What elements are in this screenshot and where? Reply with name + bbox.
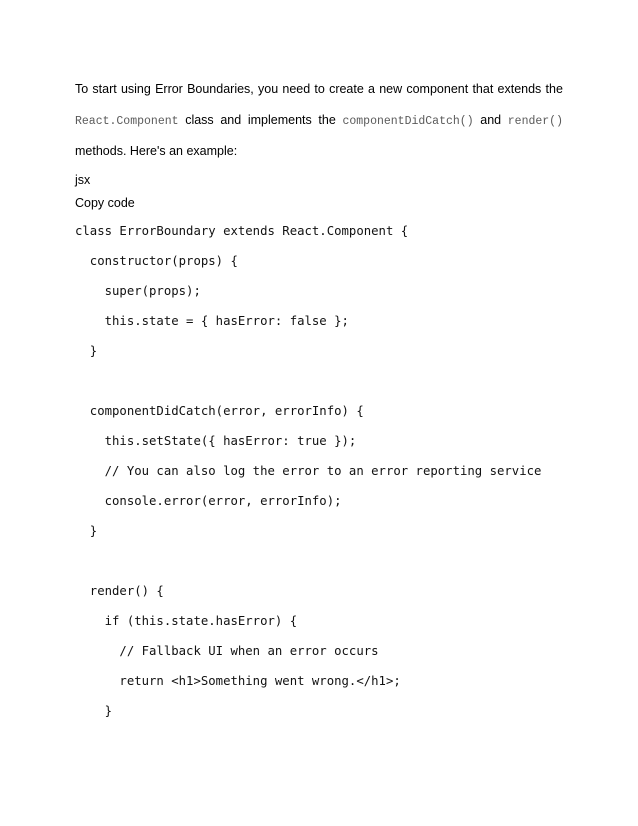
intro-word: you [258, 82, 279, 96]
code-line: } [75, 524, 98, 538]
inline-code-render: render() [507, 115, 563, 128]
intro-word: Error [155, 82, 183, 96]
code-block [75, 216, 541, 726]
intro-line-2 [75, 105, 563, 136]
intro-word: new [379, 82, 403, 96]
intro-line-3 [75, 136, 563, 167]
copy-code-button[interactable]: Copy code [75, 196, 135, 210]
intro-word: and [480, 113, 502, 127]
code-line: this.state = { hasError: false }; [75, 314, 349, 328]
intro-word: a [368, 82, 375, 96]
intro-word: create [329, 82, 364, 96]
intro-word: using [120, 82, 151, 96]
intro-word: Boundaries, [187, 82, 254, 96]
intro-word: and [220, 113, 242, 127]
intro-text: methods. Here's an example: [75, 144, 238, 158]
inline-code-react-component: React.Component [75, 115, 179, 128]
intro-paragraph [75, 74, 563, 167]
code-line: // You can also log the error to an error reporting service [75, 464, 542, 478]
code-line: } [75, 344, 98, 358]
intro-word: need [282, 82, 311, 96]
intro-word: start [92, 82, 117, 96]
code-line: super(props); [75, 284, 201, 298]
intro-word: implements [247, 113, 312, 127]
intro-word: the [545, 82, 563, 96]
code-line: class ErrorBoundary extends React.Component { [75, 224, 409, 238]
code-line [75, 366, 541, 396]
code-line: return <h1>Something went wrong.</h1>; [75, 674, 401, 688]
code-line: } [75, 704, 113, 718]
intro-line-1 [75, 74, 563, 105]
code-line: // Fallback UI when an error occurs [75, 644, 379, 658]
intro-word: class [185, 113, 214, 127]
code-line [75, 546, 541, 576]
code-line: render() { [75, 584, 164, 598]
code-line: componentDidCatch(error, errorInfo) { [75, 404, 364, 418]
intro-word: to [314, 82, 325, 96]
intro-word: component [406, 82, 469, 96]
intro-word: the [318, 113, 336, 127]
code-line: this.setState({ hasError: true }); [75, 434, 357, 448]
inline-code-component-did-catch: componentDidCatch() [342, 115, 474, 128]
code-line: console.error(error, errorInfo); [75, 494, 342, 508]
intro-word: extends [497, 82, 542, 96]
code-language-label: jsx [75, 173, 91, 187]
code-line: if (this.state.hasError) { [75, 614, 298, 628]
intro-word: that [472, 82, 494, 96]
code-line: constructor(props) { [75, 254, 238, 268]
intro-word: To [75, 82, 89, 96]
